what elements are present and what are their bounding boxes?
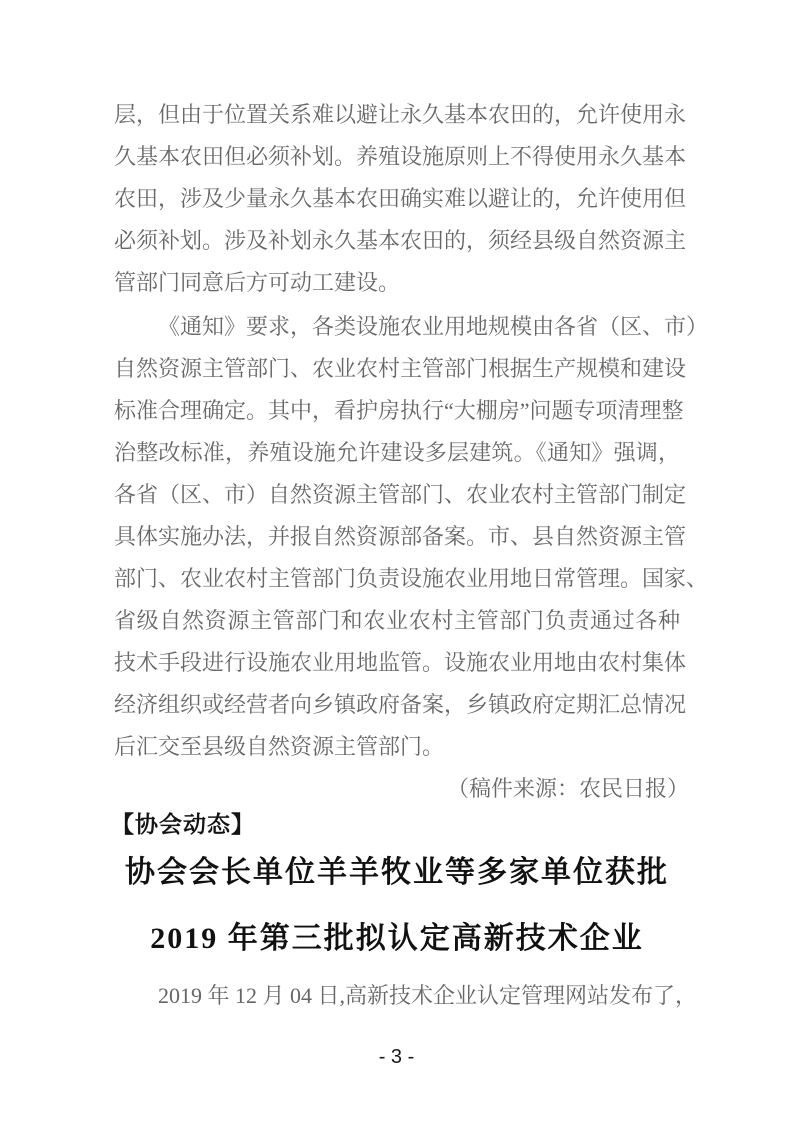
- article-headline: [114, 840, 680, 972]
- text-line: 省级自然资源主管部门和农业农村主管部门负责通过各种: [114, 608, 680, 633]
- text-line: 技术手段进行设施农业用地监管。设施农业用地由农村集体: [114, 650, 687, 675]
- headline-line-1: 协会会长单位羊羊牧业等多家单位获批: [125, 856, 669, 889]
- text-line: 农田，涉及少量永久基本农田确实难以避让的，允许使用但: [114, 186, 687, 211]
- page-number: - 3 -: [378, 1046, 415, 1068]
- text-line: 层，但由于位置关系难以避让永久基本农田的，允许使用永: [114, 102, 687, 127]
- text-line: 经济组织或经营者向乡镇政府备案，乡镇政府定期汇总情况: [114, 692, 687, 717]
- text-line: 久基本农田但必须补划。养殖设施原则上不得使用永久基本: [114, 144, 687, 169]
- text-line: 必须补划。涉及补划永久基本农田的，须经县级自然资源主: [114, 228, 687, 253]
- headline-line-2: 2019 年第三批拟认定高新技术企业: [150, 922, 644, 955]
- paragraph-notice-requirements: [114, 306, 709, 768]
- text-line: 管部门同意后方可动工建设。: [114, 270, 401, 295]
- source-attribution: （稿件来源：农民日报）: [446, 776, 689, 801]
- text-line: 《通知》要求，各类设施农业用地规模由各省（区、市）: [158, 314, 709, 339]
- text-line: 治整改标准，养殖设施允许建设多层建筑。《通知》强调，: [114, 440, 680, 465]
- text-line: 部门、农业农村主管部门负责设施农业用地日常管理。国家、: [114, 566, 709, 591]
- text-line: 后汇交至县级自然资源主管部门。: [114, 734, 445, 759]
- paragraph-announcement-first-line: 2019 年 12 月 04 日,高新技术企业认定管理网站发布了，: [158, 983, 698, 1008]
- text-line: 各省（区、市）自然资源主管部门、农业农村主管部门制定: [114, 482, 687, 507]
- text-line: 标准合理确定。其中，看护房执行“大棚房”问题专项清理整: [114, 398, 684, 423]
- section-heading-association-news: 【协会动态】: [111, 811, 255, 837]
- text-line: 自然资源主管部门、农业农村主管部门根据生产规模和建设: [114, 356, 687, 381]
- paragraph-farmland-continuation: [114, 94, 687, 304]
- text-line: 具体实施办法，并报自然资源部备案。市、县自然资源主管: [114, 524, 687, 549]
- page-content: [111, 0, 709, 1017]
